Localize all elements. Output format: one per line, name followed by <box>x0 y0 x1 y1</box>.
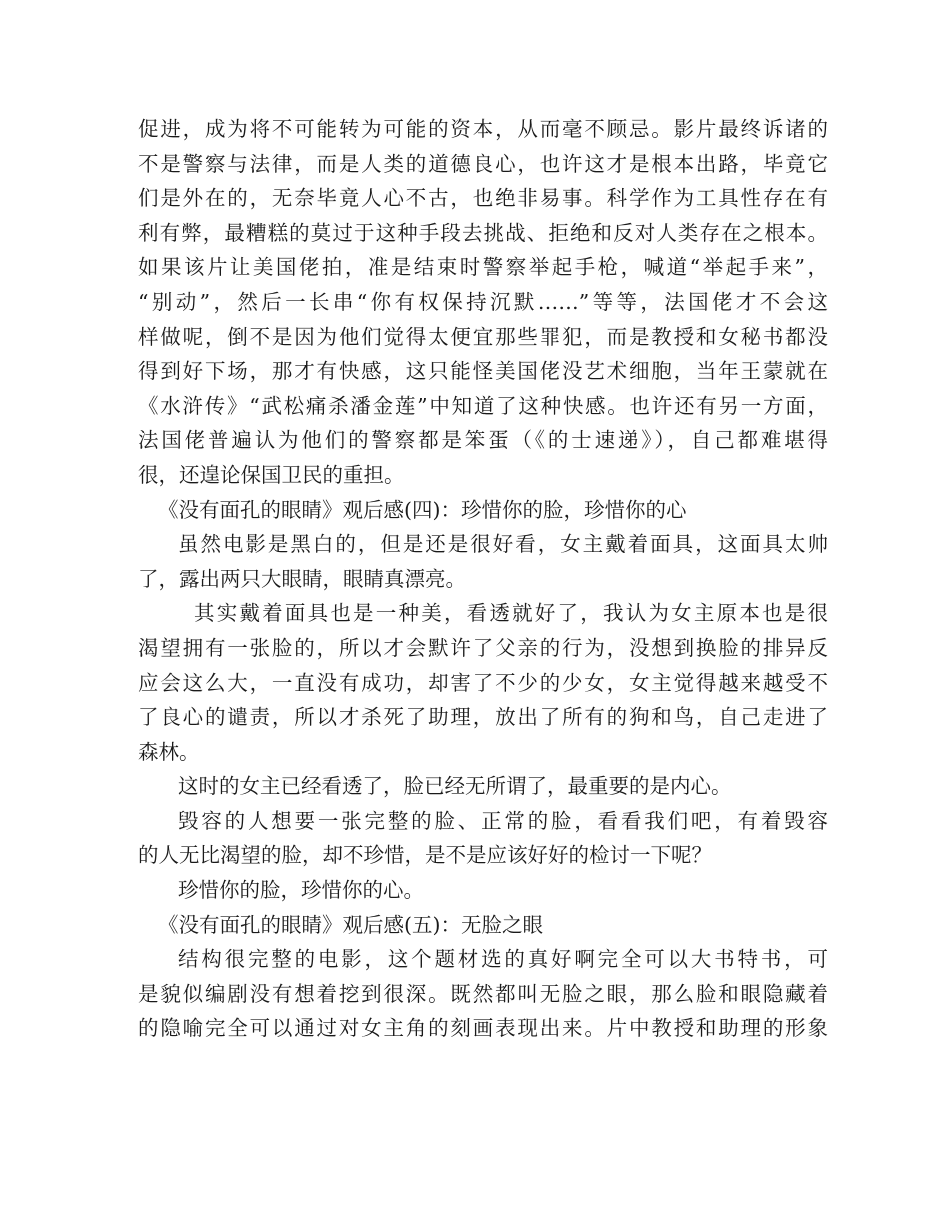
text-line: 的隐喻完全可以通过对女主角的刻画表现出来。片中教授和助理的形象 <box>138 1016 828 1041</box>
text-line: 毁容的人想要一张完整的脸、正常的脸，看看我们吧，有着毁容 <box>178 808 828 833</box>
text-line: 其实戴着面具也是一种美，看透就好了，我认为女主原本也是很 <box>194 601 828 626</box>
text-line: 了良心的谴责，所以才杀死了助理，放出了所有的狗和鸟，自己走进了 <box>138 705 828 730</box>
text-line: 利有弊，最糟糕的莫过于这种手段去挑战、拒绝和反对人类存在之根本。 <box>138 220 828 245</box>
text-line: 珍惜你的脸，珍惜你的心。 <box>178 878 424 903</box>
text-line: 《水浒传》“武松痛杀潘金莲”中知道了这种快感。也许还有另一方面， <box>138 393 828 418</box>
section-heading: 《没有面孔的眼睛》观后感(五)：无脸之眼 <box>158 912 543 937</box>
text-line: 虽然电影是黑白的，但是还是很好看，女主戴着面具，这面具太帅 <box>178 532 828 557</box>
text-line: 这时的女主已经看透了，脸已经无所谓了，最重要的是内心。 <box>178 774 732 799</box>
text-line: 结构很完整的电影，这个题材选的真好啊完全可以大书特书，可 <box>178 947 828 972</box>
text-line: 的人无比渴望的脸，却不珍惜，是不是应该好好的检讨一下呢？ <box>138 843 712 868</box>
document-page <box>138 112 828 1046</box>
text-line: 得到好下场，那才有快感，这只能怪美国佬没艺术细胞，当年王蒙就在 <box>138 359 828 384</box>
text-line: 应会这么大，一直没有成功，却害了不少的少女，女主觉得越来越受不 <box>138 670 828 695</box>
section-heading: 《没有面孔的眼睛》观后感(四)：珍惜你的脸，珍惜你的心 <box>158 497 687 522</box>
text-line: 样做呢，倒不是因为他们觉得太便宜那些罪犯，而是教授和女秘书都没 <box>138 324 828 349</box>
text-line: 促进，成为将不可能转为可能的资本，从而毫不顾忌。影片最终诉诸的 <box>138 117 828 141</box>
text-line: 渴望拥有一张脸的，所以才会默许了父亲的行为，没想到换脸的排异反 <box>138 635 828 660</box>
text-line: “别动”，然后一长串“你有权保持沉默……”等等，法国佬才不会这 <box>138 289 828 314</box>
text-line: 们是外在的，无奈毕竟人心不古，也绝非易事。科学作为工具性存在有 <box>138 186 828 211</box>
text-line: 法国佬普遍认为他们的警察都是笨蛋（《的士速递》），自己都难堪得 <box>138 428 828 453</box>
text-line: 了，露出两只大眼睛，眼睛真漂亮。 <box>138 566 466 591</box>
text-line: 是貌似编剧没有想着挖到很深。既然都叫无脸之眼，那么脸和眼隐藏着 <box>138 981 828 1006</box>
text-line: 不是警察与法律，而是人类的道德良心，也许这才是根本出路，毕竟它 <box>138 151 828 176</box>
text-line: 森林。 <box>138 739 200 764</box>
text-line: 很，还遑论保国卫民的重担。 <box>138 462 405 487</box>
text-line: 如果该片让美国佬拍，准是结束时警察举起手枪，喊道“举起手来”， <box>138 255 828 280</box>
